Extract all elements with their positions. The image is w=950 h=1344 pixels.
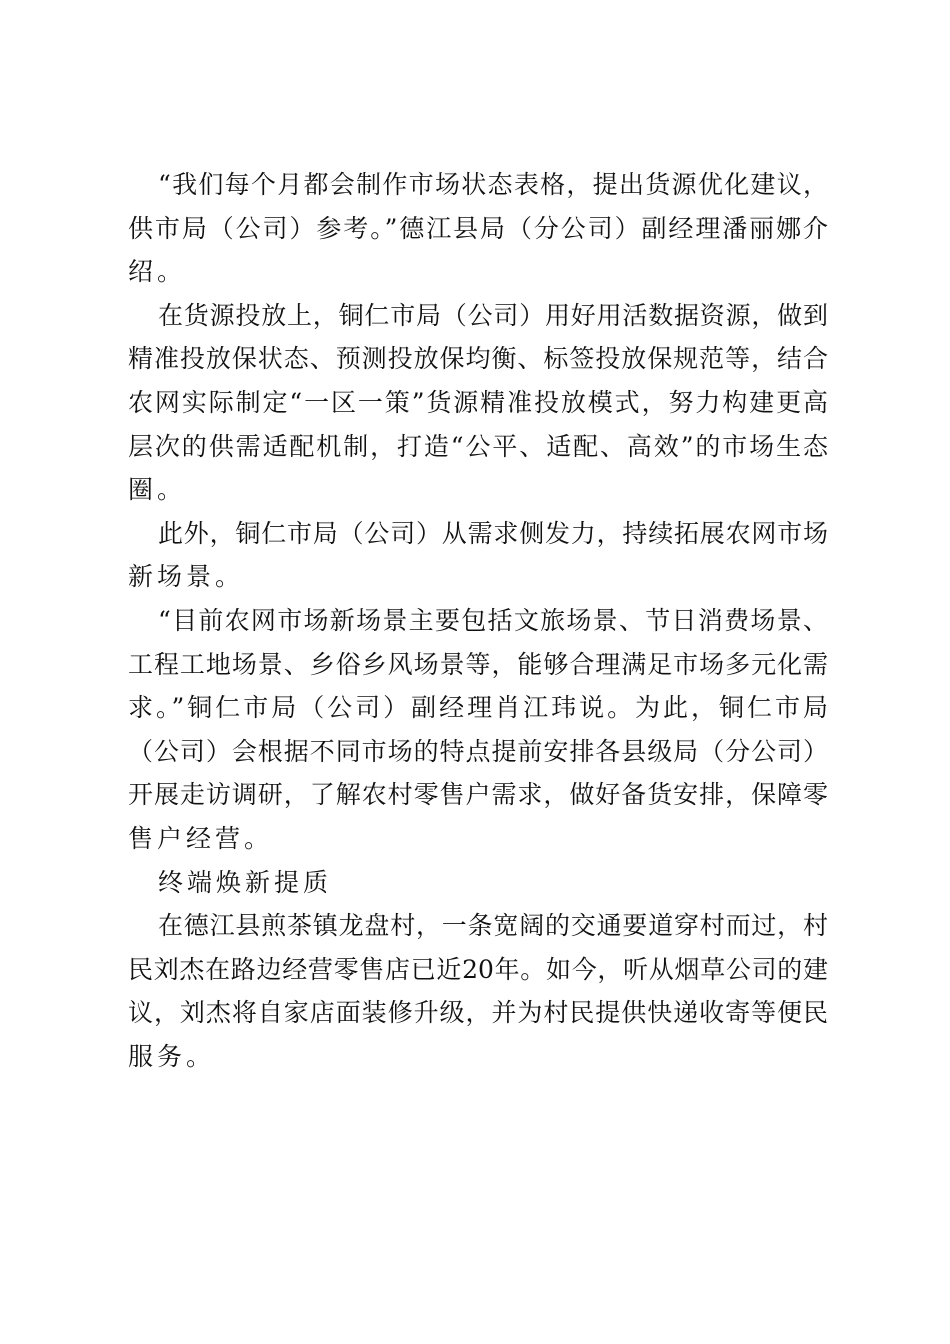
text-line: 绍。 [128,257,187,287]
text-line: 新场景。 [128,562,245,592]
paragraph [128,294,828,512]
text-line: 供市局（公司）参考。”德江县局（分公司）副经理潘丽娜介 [128,213,828,243]
text-line: 此外，铜仁市局（公司）从需求侧发力，持续拓展农网市场 [158,518,828,548]
text-line: 在货源投放上，铜仁市局（公司）用好用活数据资源，做到 [158,300,828,330]
paragraph [128,163,828,294]
text-line: 求。”铜仁市局（公司）副经理肖江玮说。为此，铜仁市局 [128,693,828,723]
text-line: 售户经营。 [128,823,274,853]
text-line: 在德江县煎茶镇龙盘村，一条宽阔的交通要道穿村而过，村 [158,911,828,941]
text-line: “目前农网市场新场景主要包括文旅场景、节日消费场景、 [158,605,828,635]
document-body [128,163,828,1078]
text-line: （公司）会根据不同市场的特点提前安排各县级局（分公司） [128,736,828,766]
text-line: 议，刘杰将自家店面装修升级，并为村民提供快递收寄等便民 [128,998,828,1028]
paragraph [128,512,828,599]
paragraph [128,904,828,1078]
text-line: 民刘杰在路边经营零售店已近20年。如今，听从烟草公司的建 [128,954,828,984]
text-line: “我们每个月都会制作市场状态表格，提出货源优化建议， [158,170,828,199]
text-line: 精准投放保状态、预测投放保均衡、标签投放保规范等，结合 [128,344,828,374]
text-line: 工程工地场景、乡俗乡风场景等，能够合理满足市场多元化需 [128,649,828,679]
text-line: 终端焕新提质 [158,867,333,897]
text-line: 开展走访调研，了解农村零售户需求，做好备货安排，保障零 [128,780,828,810]
paragraph [128,599,828,861]
text-line: 服务。 [128,1041,216,1071]
section-heading [128,861,828,905]
text-line: 圈。 [128,475,187,505]
text-line: 农网实际制定“一区一策”货源精准投放模式，努力构建更高 [128,387,828,417]
text-line: 层次的供需适配机制，打造“公平、适配、高效”的市场生态 [128,431,828,461]
